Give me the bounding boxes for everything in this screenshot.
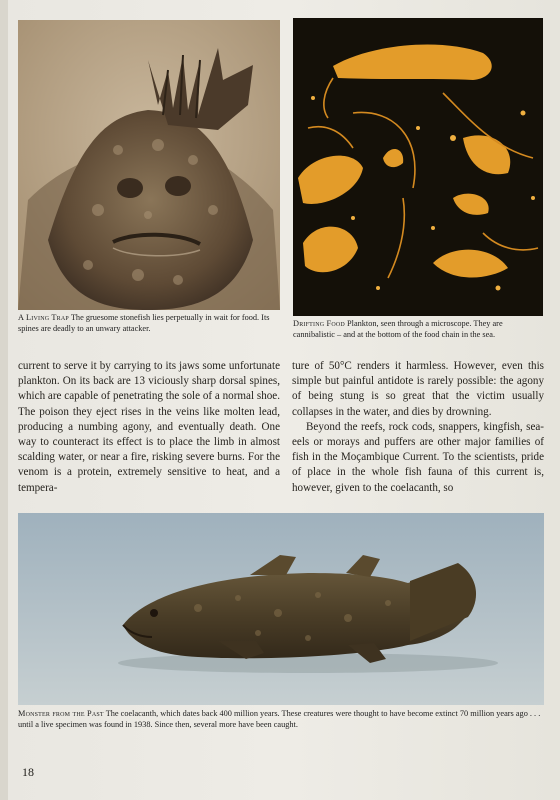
plankton-photo (293, 18, 543, 316)
coelacanth-caption (18, 709, 548, 730)
plankton-caption-text: Plankton, seen through a microscope. They are cannibalistic – and at the bottom of the food chain in the sea. (293, 319, 503, 339)
book-page (8, 0, 560, 800)
coelacanth-photo (18, 513, 544, 705)
plankton-caption-lead: Drifting Food (293, 319, 345, 328)
right-column-paragraph-2: Beyond the reefs, rock cods, snappers, kingfish, sea-eels or morays and puffers are other major families of fish in the Moçambique Current. To the scientists, pride of place in the whole fish fauna of this current is, however, given to the coelacanth, so (292, 420, 544, 494)
stonefish-caption-text: The gruesome stonefish lies perpetually in wait for food. Its spines are deadly to an unwary attacker. (18, 313, 270, 333)
left-body-column (18, 359, 280, 496)
stonefish-caption (18, 313, 282, 334)
page-number: 18 (22, 765, 34, 779)
coelacanth-caption-lead: Monster from the Past (18, 709, 104, 718)
right-body-column (292, 359, 544, 496)
right-column-paragraph-1: ture of 50°C renders it harmless. However, even this simple but painful antidote is rarely possible: the agony of being stung is so great that the victim usually collapses in the water, and dies by drowning. (292, 360, 544, 418)
plankton-caption (293, 319, 545, 340)
stonefish-caption-lead: A Living Trap (18, 313, 69, 322)
left-column-paragraph: current to serve it by carrying to its jaws some unfortunate plankton. On its back are 13 viciously sharp dorsal spines, which are capable of penetrating the sole of a normal shoe. The poison they eject rises in the veins like molten lead, producing a numbing agony, and eventually death. One way to counteract its effect is to place the limb in almost scalding water, or near a fire, risking severe burns. For the venom is a protein, extremely sensitive to heat, and a tempera- (18, 360, 280, 494)
stonefish-photo (18, 20, 280, 310)
coelacanth-caption-text: The coelacanth, which dates back 400 million years. These creatures were thought to have become extinct 70 million years ago . . . until a live specimen was found in 1938. Since then, several more have been caught. (18, 709, 541, 729)
